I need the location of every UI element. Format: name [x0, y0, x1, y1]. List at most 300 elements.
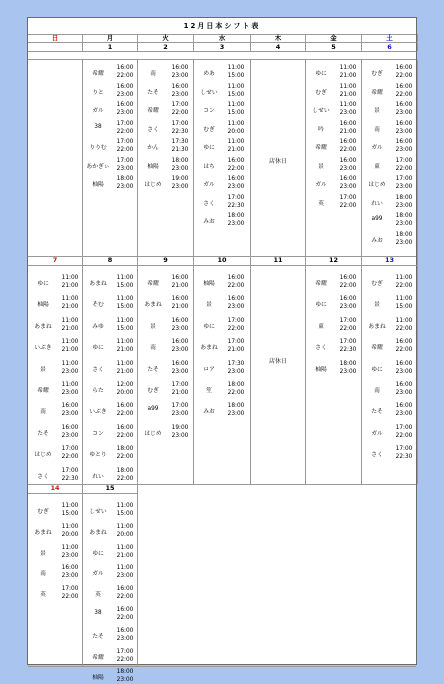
staff-name: 南	[150, 71, 156, 77]
shift-times	[168, 381, 192, 397]
shift-times	[224, 175, 248, 191]
shift-times	[392, 317, 416, 333]
shift-time: 16:00	[339, 296, 357, 303]
shift-time: 15:00	[116, 325, 134, 332]
shift-time: 23:00	[116, 635, 134, 642]
shift-time: 11:00	[61, 360, 79, 367]
shift-time: 16:00	[395, 382, 413, 388]
shift-times	[113, 564, 137, 580]
staff-name: 景	[40, 550, 46, 557]
shift-time: 11:00	[61, 339, 79, 346]
staff-name: しせい	[312, 108, 330, 114]
shift-time: 17:00	[395, 157, 413, 164]
day-cell-tue	[138, 256, 194, 484]
date-divider	[83, 493, 137, 494]
shift-time: 17:00	[61, 586, 79, 593]
staff-name: さく	[371, 452, 383, 459]
staff-name: 英	[40, 592, 46, 599]
shift-times	[113, 295, 137, 311]
staff-name: 南	[40, 571, 46, 578]
staff-name: 景	[374, 108, 380, 114]
day-cell-fri	[306, 256, 362, 484]
shift-time: 22:00	[395, 432, 413, 439]
staff-name: むぎ	[371, 71, 383, 77]
staff-name: ガル	[203, 182, 215, 188]
shift-time: 23:00	[116, 573, 134, 580]
header-date-wed: 3	[194, 43, 251, 51]
shift-time: 21:00	[227, 347, 245, 354]
shift-times	[224, 295, 248, 311]
shift-time: 23:00	[116, 184, 134, 190]
shift-time: 21:30	[171, 147, 189, 153]
shift-time: 11:00	[116, 503, 134, 509]
shift-time: 23:00	[395, 368, 413, 375]
shift-times	[224, 157, 248, 173]
day-number: 15	[105, 484, 115, 492]
shift-times	[113, 64, 137, 80]
shift-time: 18:00	[227, 403, 245, 410]
shift-time: 23:00	[61, 390, 79, 396]
staff-name: あまね	[34, 529, 52, 536]
day-number: 10	[217, 256, 227, 264]
shift-time: 16:00	[395, 403, 413, 410]
shift-time: 11:00	[116, 544, 134, 551]
shift-times	[392, 231, 416, 247]
shift-times	[224, 402, 248, 418]
shift-time: 17:00	[339, 317, 357, 324]
shift-times	[392, 274, 416, 290]
shift-times	[58, 360, 82, 376]
shift-times	[168, 360, 192, 376]
shift-time: 11:00	[395, 296, 413, 303]
day-name-sun: 日	[28, 34, 83, 42]
shift-time: 11:00	[227, 120, 245, 127]
shift-time: 23:00	[395, 184, 413, 190]
shift-times	[392, 424, 416, 440]
shift-times	[392, 445, 416, 461]
staff-name: ゆに	[315, 71, 327, 77]
shift-sheet	[27, 17, 417, 684]
shift-time: 17:00	[171, 102, 189, 108]
shift-time: 23:00	[395, 110, 413, 116]
shift-times	[168, 138, 192, 154]
staff-name: 南	[374, 126, 380, 133]
shift-time: 23:00	[171, 73, 189, 79]
shift-time: 11:00	[61, 503, 79, 509]
shift-time: 23:00	[339, 304, 357, 311]
shift-time: 18:00	[116, 176, 134, 182]
shift-times	[392, 338, 416, 354]
staff-name: ゆに	[203, 323, 215, 330]
shift-times	[168, 274, 192, 290]
shift-time: 17:00	[61, 446, 79, 453]
shift-time: 16:00	[395, 65, 413, 71]
day-number: 14	[50, 484, 60, 492]
shift-time: 23:00	[227, 411, 245, 418]
staff-name: はち	[203, 163, 215, 170]
shift-time: 17:00	[171, 382, 189, 388]
shift-time: 22:00	[116, 656, 134, 663]
shift-times	[58, 467, 82, 483]
staff-name: むぎ	[37, 509, 49, 515]
shift-times	[224, 381, 248, 397]
shift-time: 22:00	[339, 283, 357, 289]
shift-time: 17:30	[227, 360, 245, 367]
shift-time: 16:00	[61, 403, 79, 410]
staff-name: みお	[203, 219, 215, 225]
staff-name: 柚陽	[37, 302, 49, 309]
date-divider	[251, 265, 305, 266]
shift-time: 23:00	[339, 184, 357, 190]
shift-times	[392, 402, 416, 418]
header-date-sat: 6	[362, 43, 418, 51]
shift-times	[58, 502, 82, 518]
shift-time: 22:30	[339, 347, 357, 354]
date-divider	[28, 493, 82, 494]
shift-time: 17:00	[395, 424, 413, 431]
shift-time: 12:00	[116, 382, 134, 388]
staff-name: たそ	[147, 89, 159, 96]
shift-time: 16:00	[116, 586, 134, 593]
shift-time: 20:00	[227, 128, 245, 135]
shift-time: 16:00	[116, 627, 134, 634]
shift-time: 22:00	[116, 432, 134, 439]
shift-times	[392, 120, 416, 136]
staff-name: りりむ	[89, 145, 107, 151]
staff-name: ガル	[92, 571, 104, 578]
shift-time: 16:00	[61, 424, 79, 431]
shift-time: 15:00	[227, 110, 245, 116]
shift-time: 23:00	[61, 432, 79, 439]
shift-time: 21:00	[339, 128, 357, 135]
shift-time: 23:00	[171, 411, 189, 418]
shift-times	[113, 424, 137, 440]
shift-time: 11:00	[61, 382, 79, 388]
shift-times	[224, 338, 248, 354]
staff-name: いぶき	[89, 409, 107, 416]
shift-time: 22:00	[395, 165, 413, 172]
staff-name: ゆに	[92, 550, 104, 557]
shift-time: 21:00	[171, 283, 189, 289]
closed-day-label: 店休日	[268, 158, 287, 165]
shift-times	[392, 101, 416, 117]
shift-time: 18:00	[227, 213, 245, 219]
header-date-mon: 1	[83, 43, 138, 51]
staff-name: しせい	[89, 509, 107, 515]
staff-name: 東	[374, 163, 380, 170]
shift-time: 23:00	[395, 239, 413, 246]
staff-name: 希耀	[371, 345, 383, 352]
shift-time: 16:00	[171, 317, 189, 324]
shift-times	[58, 445, 82, 461]
shift-time: 16:00	[395, 83, 413, 90]
shift-time: 11:00	[116, 565, 134, 572]
shift-times	[224, 138, 248, 154]
shift-times	[336, 157, 360, 173]
shift-time: 23:00	[395, 147, 413, 153]
shift-times	[113, 138, 137, 154]
staff-name: みお	[203, 409, 215, 416]
shift-times	[113, 648, 137, 664]
week-row	[28, 60, 416, 256]
shift-time: 16:00	[227, 176, 245, 182]
shift-times	[113, 175, 137, 191]
shift-time: 11:00	[116, 360, 134, 367]
day-cell-mon	[83, 60, 138, 256]
staff-name: ガル	[315, 182, 327, 188]
shift-time: 21:00	[61, 325, 79, 332]
shift-time: 16:00	[171, 83, 189, 90]
shift-time: 17:00	[116, 139, 134, 145]
staff-name: あまね	[144, 302, 162, 309]
staff-name: たそ	[371, 409, 383, 416]
shift-time: 23:00	[61, 552, 79, 559]
shift-time: 11:00	[116, 275, 134, 281]
staff-name: はじめ	[144, 182, 162, 188]
shift-time: 17:00	[227, 339, 245, 346]
shift-time: 23:00	[339, 368, 357, 375]
day-number: 11	[273, 256, 283, 264]
shift-times	[224, 317, 248, 333]
shift-time: 17:00	[61, 467, 79, 474]
shift-time: 18:00	[116, 446, 134, 453]
staff-name: 希耀	[371, 89, 383, 96]
shift-time: 16:00	[171, 65, 189, 71]
shift-times	[58, 585, 82, 601]
shift-time: 18:00	[116, 669, 134, 676]
shift-time: 16:00	[395, 360, 413, 367]
shift-times	[58, 424, 82, 440]
date-divider	[194, 265, 250, 266]
shift-time: 23:00	[395, 221, 413, 227]
shift-times	[168, 101, 192, 117]
header-date-thu: 4	[251, 43, 306, 51]
date-divider	[83, 265, 137, 266]
shift-time: 15:00	[116, 511, 134, 517]
date-divider	[138, 265, 193, 266]
shift-times	[113, 606, 137, 622]
shift-times	[113, 523, 137, 539]
shift-times	[392, 64, 416, 80]
day-cell-wed	[194, 60, 251, 256]
day-number: 13	[384, 256, 395, 264]
staff-name: 希耀	[315, 145, 327, 151]
shift-times	[336, 338, 360, 354]
shift-times	[168, 317, 192, 333]
shift-time: 15:00	[116, 283, 134, 289]
shift-time: 17:30	[171, 139, 189, 145]
shift-times	[168, 157, 192, 173]
shift-time: 19:00	[171, 424, 189, 431]
shift-time: 18:00	[395, 213, 413, 219]
shift-time: 11:00	[395, 317, 413, 324]
shift-time: 18:00	[395, 194, 413, 201]
day-number: 9	[163, 256, 168, 264]
shift-time: 11:00	[227, 102, 245, 108]
shift-times	[113, 502, 137, 518]
shift-time: 16:00	[339, 157, 357, 164]
staff-name: あまね	[89, 529, 107, 536]
shift-time: 22:00	[116, 594, 134, 601]
shift-time: 23:00	[227, 368, 245, 375]
shift-time: 20:00	[61, 531, 79, 538]
staff-name: ゆに	[92, 345, 104, 352]
shift-times	[58, 381, 82, 397]
shift-time: 15:00	[227, 73, 245, 79]
staff-name: 希耀	[147, 281, 159, 287]
shift-times	[224, 120, 248, 136]
shift-time: 11:00	[116, 296, 134, 303]
shift-times	[336, 274, 360, 290]
shift-time: 22:00	[61, 454, 79, 461]
staff-name: 希耀	[37, 388, 49, 394]
staff-name: ガル	[371, 145, 383, 151]
shift-times	[113, 544, 137, 560]
staff-name: むぎ	[203, 126, 215, 133]
shift-times	[58, 338, 82, 354]
shift-time: 22:00	[339, 202, 357, 209]
shift-times	[168, 402, 192, 418]
shift-time: 22:00	[395, 347, 413, 354]
shift-time: 22:30	[61, 475, 79, 482]
shift-time: 21:00	[116, 347, 134, 354]
shift-time: 11:00	[116, 317, 134, 324]
shift-time: 23:00	[171, 432, 189, 439]
staff-name: あまね	[368, 323, 386, 330]
shift-time: 23:00	[339, 110, 357, 116]
staff-name: ゆに	[203, 145, 215, 151]
shift-time: 11:00	[61, 523, 79, 530]
staff-name: ゆに	[315, 302, 327, 309]
shift-times	[392, 138, 416, 154]
staff-name: はじめ	[144, 430, 162, 437]
shift-time: 16:00	[339, 176, 357, 182]
shift-time: 11:00	[61, 275, 79, 281]
shift-time: 21:00	[116, 368, 134, 375]
shift-times	[113, 627, 137, 643]
shift-time: 22:00	[395, 91, 413, 98]
shift-times	[113, 445, 137, 461]
staff-name: 吟	[318, 126, 324, 133]
staff-name: ゆに	[37, 281, 49, 287]
staff-name: みお	[371, 237, 383, 244]
day-cell-sat	[362, 60, 418, 256]
shift-times	[336, 360, 360, 376]
staff-name: みゆ	[92, 323, 104, 330]
shift-time: 23:00	[171, 165, 189, 172]
day-cell-mon	[83, 484, 138, 684]
shift-time: 17:00	[339, 194, 357, 201]
shift-times	[58, 402, 82, 418]
shift-time: 18:00	[171, 157, 189, 164]
shift-times	[392, 194, 416, 210]
shift-times	[168, 295, 192, 311]
shift-time: 18:00	[116, 467, 134, 474]
shift-time: 22:00	[227, 390, 245, 396]
day-number: 7	[52, 256, 58, 264]
staff-name: 南	[150, 345, 156, 352]
shift-time: 17:00	[227, 317, 245, 324]
shift-times	[113, 585, 137, 601]
date-divider	[362, 265, 417, 266]
shift-times	[224, 194, 248, 210]
shift-time: 23:00	[171, 325, 189, 332]
shift-time: 23:00	[395, 390, 413, 396]
shift-time: 21:00	[61, 283, 79, 289]
staff-name: はじめ	[368, 182, 386, 188]
shift-times	[336, 101, 360, 117]
shift-time: 16:00	[116, 403, 134, 410]
day-cell-fri	[306, 60, 362, 256]
staff-name: 希耀	[92, 71, 104, 77]
staff-name: むぎ	[371, 281, 383, 287]
shift-times	[58, 274, 82, 290]
shift-times	[168, 83, 192, 99]
staff-name: 38	[94, 123, 102, 130]
shift-time: 23:00	[116, 110, 134, 116]
shift-time: 16:00	[116, 424, 134, 431]
shift-time: 23:00	[227, 221, 245, 227]
shift-times	[224, 360, 248, 376]
day-number: 8	[107, 256, 113, 264]
shift-time: 11:00	[227, 139, 245, 145]
shift-time: 23:00	[171, 368, 189, 375]
shift-time: 21:00	[339, 73, 357, 79]
shift-time: 23:00	[171, 184, 189, 190]
staff-name: 景	[318, 163, 324, 170]
shift-time: 22:00	[116, 128, 134, 135]
day-cell-sun	[28, 60, 83, 256]
staff-name: さく	[37, 473, 49, 480]
staff-name: さく	[92, 366, 104, 373]
shift-time: 23:00	[61, 368, 79, 375]
shift-time: 11:00	[61, 317, 79, 324]
staff-name: そむ	[92, 302, 104, 309]
shift-time: 17:00	[227, 194, 245, 201]
shift-times	[392, 157, 416, 173]
shift-times	[392, 212, 416, 228]
week-row	[28, 484, 416, 684]
staff-name: ガル	[371, 430, 383, 437]
staff-name: 英	[318, 200, 324, 207]
shift-time: 17:00	[395, 446, 413, 453]
day-name-fri: 金	[306, 34, 362, 42]
staff-name: 景	[40, 366, 46, 373]
shift-time: 22:00	[339, 325, 357, 332]
day-cell-thu	[251, 256, 306, 484]
shift-times	[336, 317, 360, 333]
shift-time: 22:00	[116, 73, 134, 79]
shift-time: 11:00	[61, 296, 79, 303]
shift-time: 16:00	[395, 139, 413, 145]
shift-time: 11:00	[339, 65, 357, 71]
staff-name: 東	[318, 323, 324, 330]
shift-time: 21:00	[339, 91, 357, 98]
shift-time: 23:00	[395, 411, 413, 418]
shift-time: 23:00	[116, 165, 134, 172]
staff-name: たそ	[147, 366, 159, 373]
shift-times	[113, 402, 137, 418]
shift-time: 21:00	[171, 390, 189, 396]
date-divider	[28, 265, 82, 266]
shift-time: 16:00	[171, 275, 189, 281]
day-cell-sun	[28, 256, 83, 484]
shift-time: 16:00	[395, 339, 413, 346]
staff-name: めあ	[203, 71, 215, 77]
shift-time: 17:00	[395, 176, 413, 182]
staff-name: さく	[315, 345, 327, 352]
staff-name: 南	[374, 388, 380, 394]
